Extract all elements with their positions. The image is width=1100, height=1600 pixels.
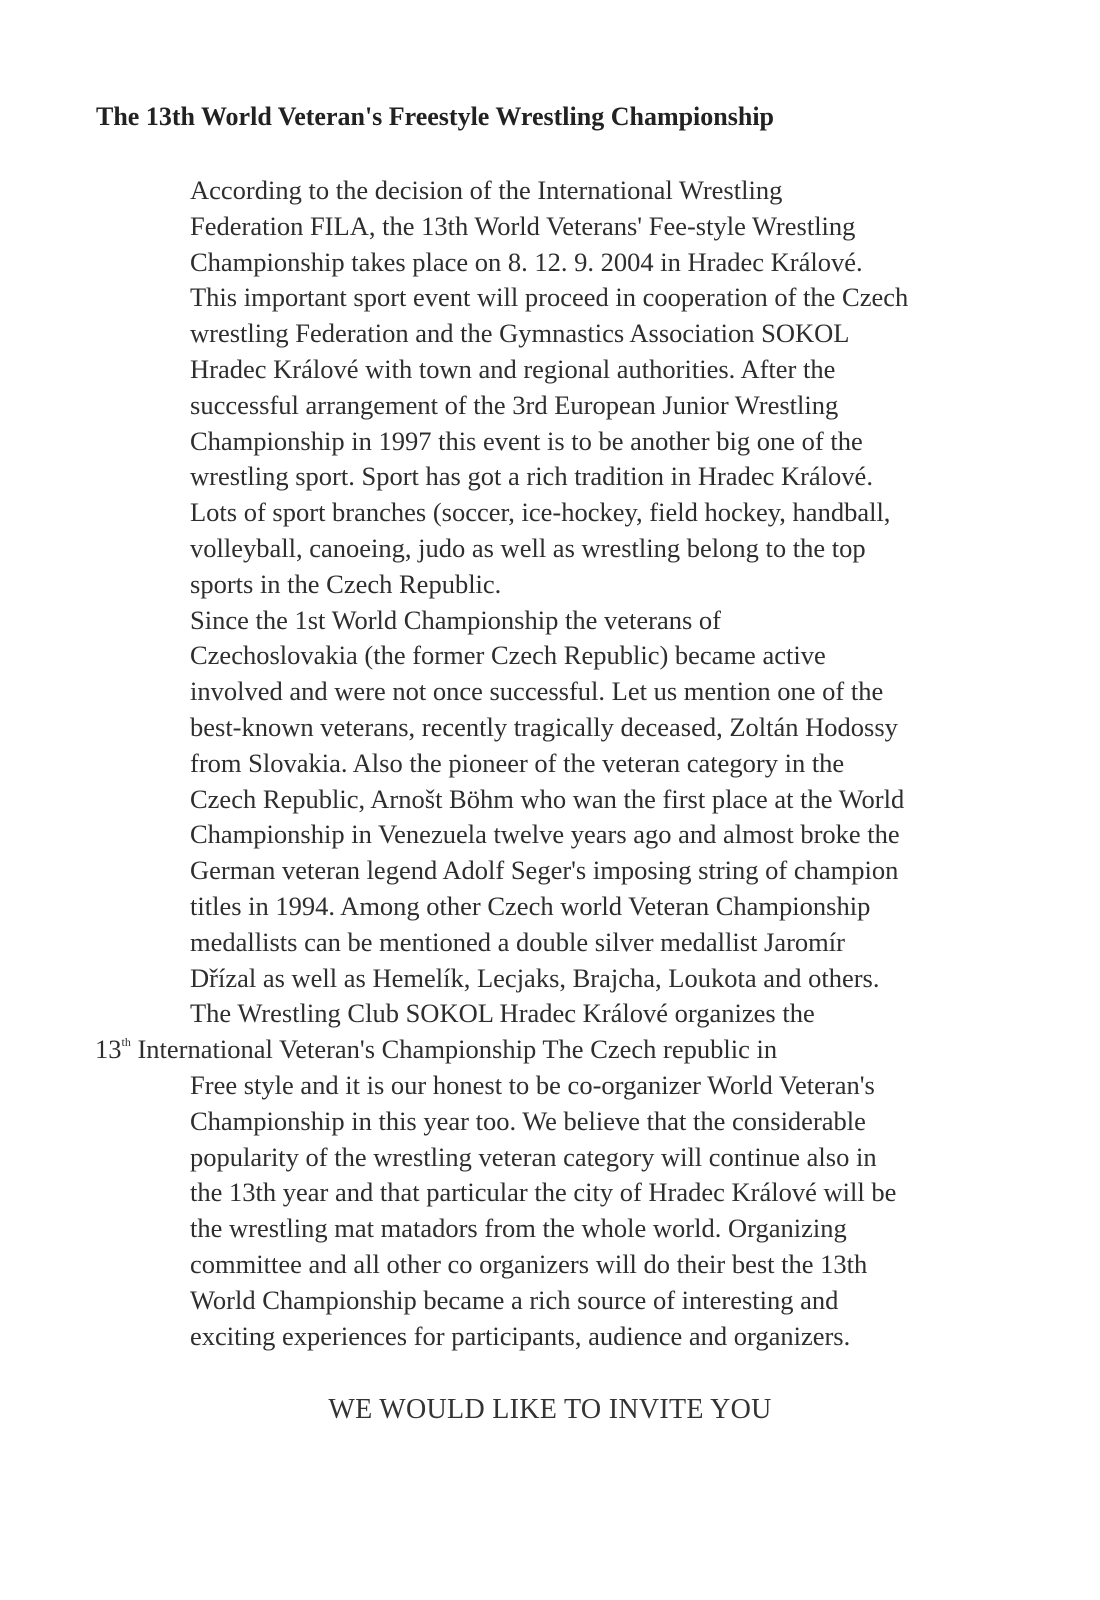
paragraph-1 [95, 173, 985, 603]
text-line-with-ordinal [95, 1032, 985, 1068]
document-body [95, 173, 985, 1354]
text-line: Championship in this year too. We believe that the considerable [190, 1105, 866, 1136]
text-line: The Wrestling Club SOKOL Hradec Králové organizes the [190, 998, 815, 1029]
text-line: Championship in 1997 this event is to be another big one of the [190, 425, 863, 456]
text-line: successful arrangement of the 3rd European Junior Wrestling [190, 389, 839, 420]
text-line: According to the decision of the International Wrestling [190, 175, 783, 205]
text-line: wrestling Federation and the Gymnastics Association SOKOL [190, 318, 850, 349]
text-line: Dřízal as well as Hemelík, Lecjaks, Brajcha, Loukota and others. [190, 962, 880, 993]
text-line: titles in 1994. Among other Czech world Veteran Championship [190, 890, 871, 921]
text-line: Czech Republic, Arnošt Böhm who wan the first place at the World [190, 783, 905, 814]
text-line: wrestling sport. Sport has got a rich tradition in Hradec Králové. [190, 461, 873, 492]
text-line: Free style and it is our honest to be co-organizer World Veteran's [190, 1069, 875, 1100]
text-line: exciting experiences for participants, audience and organizers. [190, 1320, 851, 1351]
paragraph-3 [95, 996, 985, 1354]
invitation-line: WE WOULD LIKE TO INVITE YOU [328, 1394, 772, 1425]
text-line: Since the 1st World Championship the veterans of [190, 604, 721, 635]
text-line: Championship in Venezuela twelve years ago and almost broke the [190, 819, 900, 850]
text-line: International Veteran's Championship The Czech republic in [137, 1034, 778, 1065]
text-line: Hradec Králové with town and regional authorities. After the [190, 353, 836, 384]
text-line: Czechoslovakia (the former Czech Republic) became active [190, 640, 826, 671]
text-line: sports in the Czech Republic. [190, 568, 502, 599]
text-line: the wrestling mat matadors from the whole world. Organizing [190, 1213, 847, 1244]
document-title: The 13th World Veteran's Freestyle Wrestling Championship [96, 102, 775, 131]
text-line: This important sport event will proceed in cooperation of the Czech [190, 282, 909, 313]
text-line: the 13th year and that particular the city of Hradec Králové will be [190, 1177, 897, 1208]
text-line: popularity of the wrestling veteran category will continue also in [190, 1141, 877, 1172]
ordinal-number: 13 [95, 1034, 122, 1065]
paragraph-2 [95, 603, 985, 997]
text-line: from Slovakia. Also the pioneer of the veteran category in the [190, 747, 845, 778]
text-line: Lots of sport branches (soccer, ice-hockey, field hockey, handball, [190, 497, 891, 528]
text-line: Federation FILA, the 13th World Veterans' Fee-style Wrestling [190, 210, 856, 241]
text-line: best-known veterans, recently tragically deceased, Zoltán Hodossy [190, 711, 898, 742]
text-line: medallists can be mentioned a double silver medallist Jaromír [190, 926, 845, 957]
text-line: World Championship became a rich source of interesting and [190, 1284, 839, 1315]
text-line: volleyball, canoeing, judo as well as wrestling belong to the top [190, 532, 866, 563]
text-line: involved and were not once successful. Let us mention one of the [190, 676, 884, 707]
text-line: committee and all other co organizers will do their best the 13th [190, 1248, 868, 1279]
text-line: Championship takes place on 8. 12. 9. 2004 in Hradec Králové. [190, 246, 863, 277]
text-line: German veteran legend Adolf Seger's imposing string of champion [190, 855, 899, 886]
ordinal-suffix: th [121, 1035, 131, 1050]
